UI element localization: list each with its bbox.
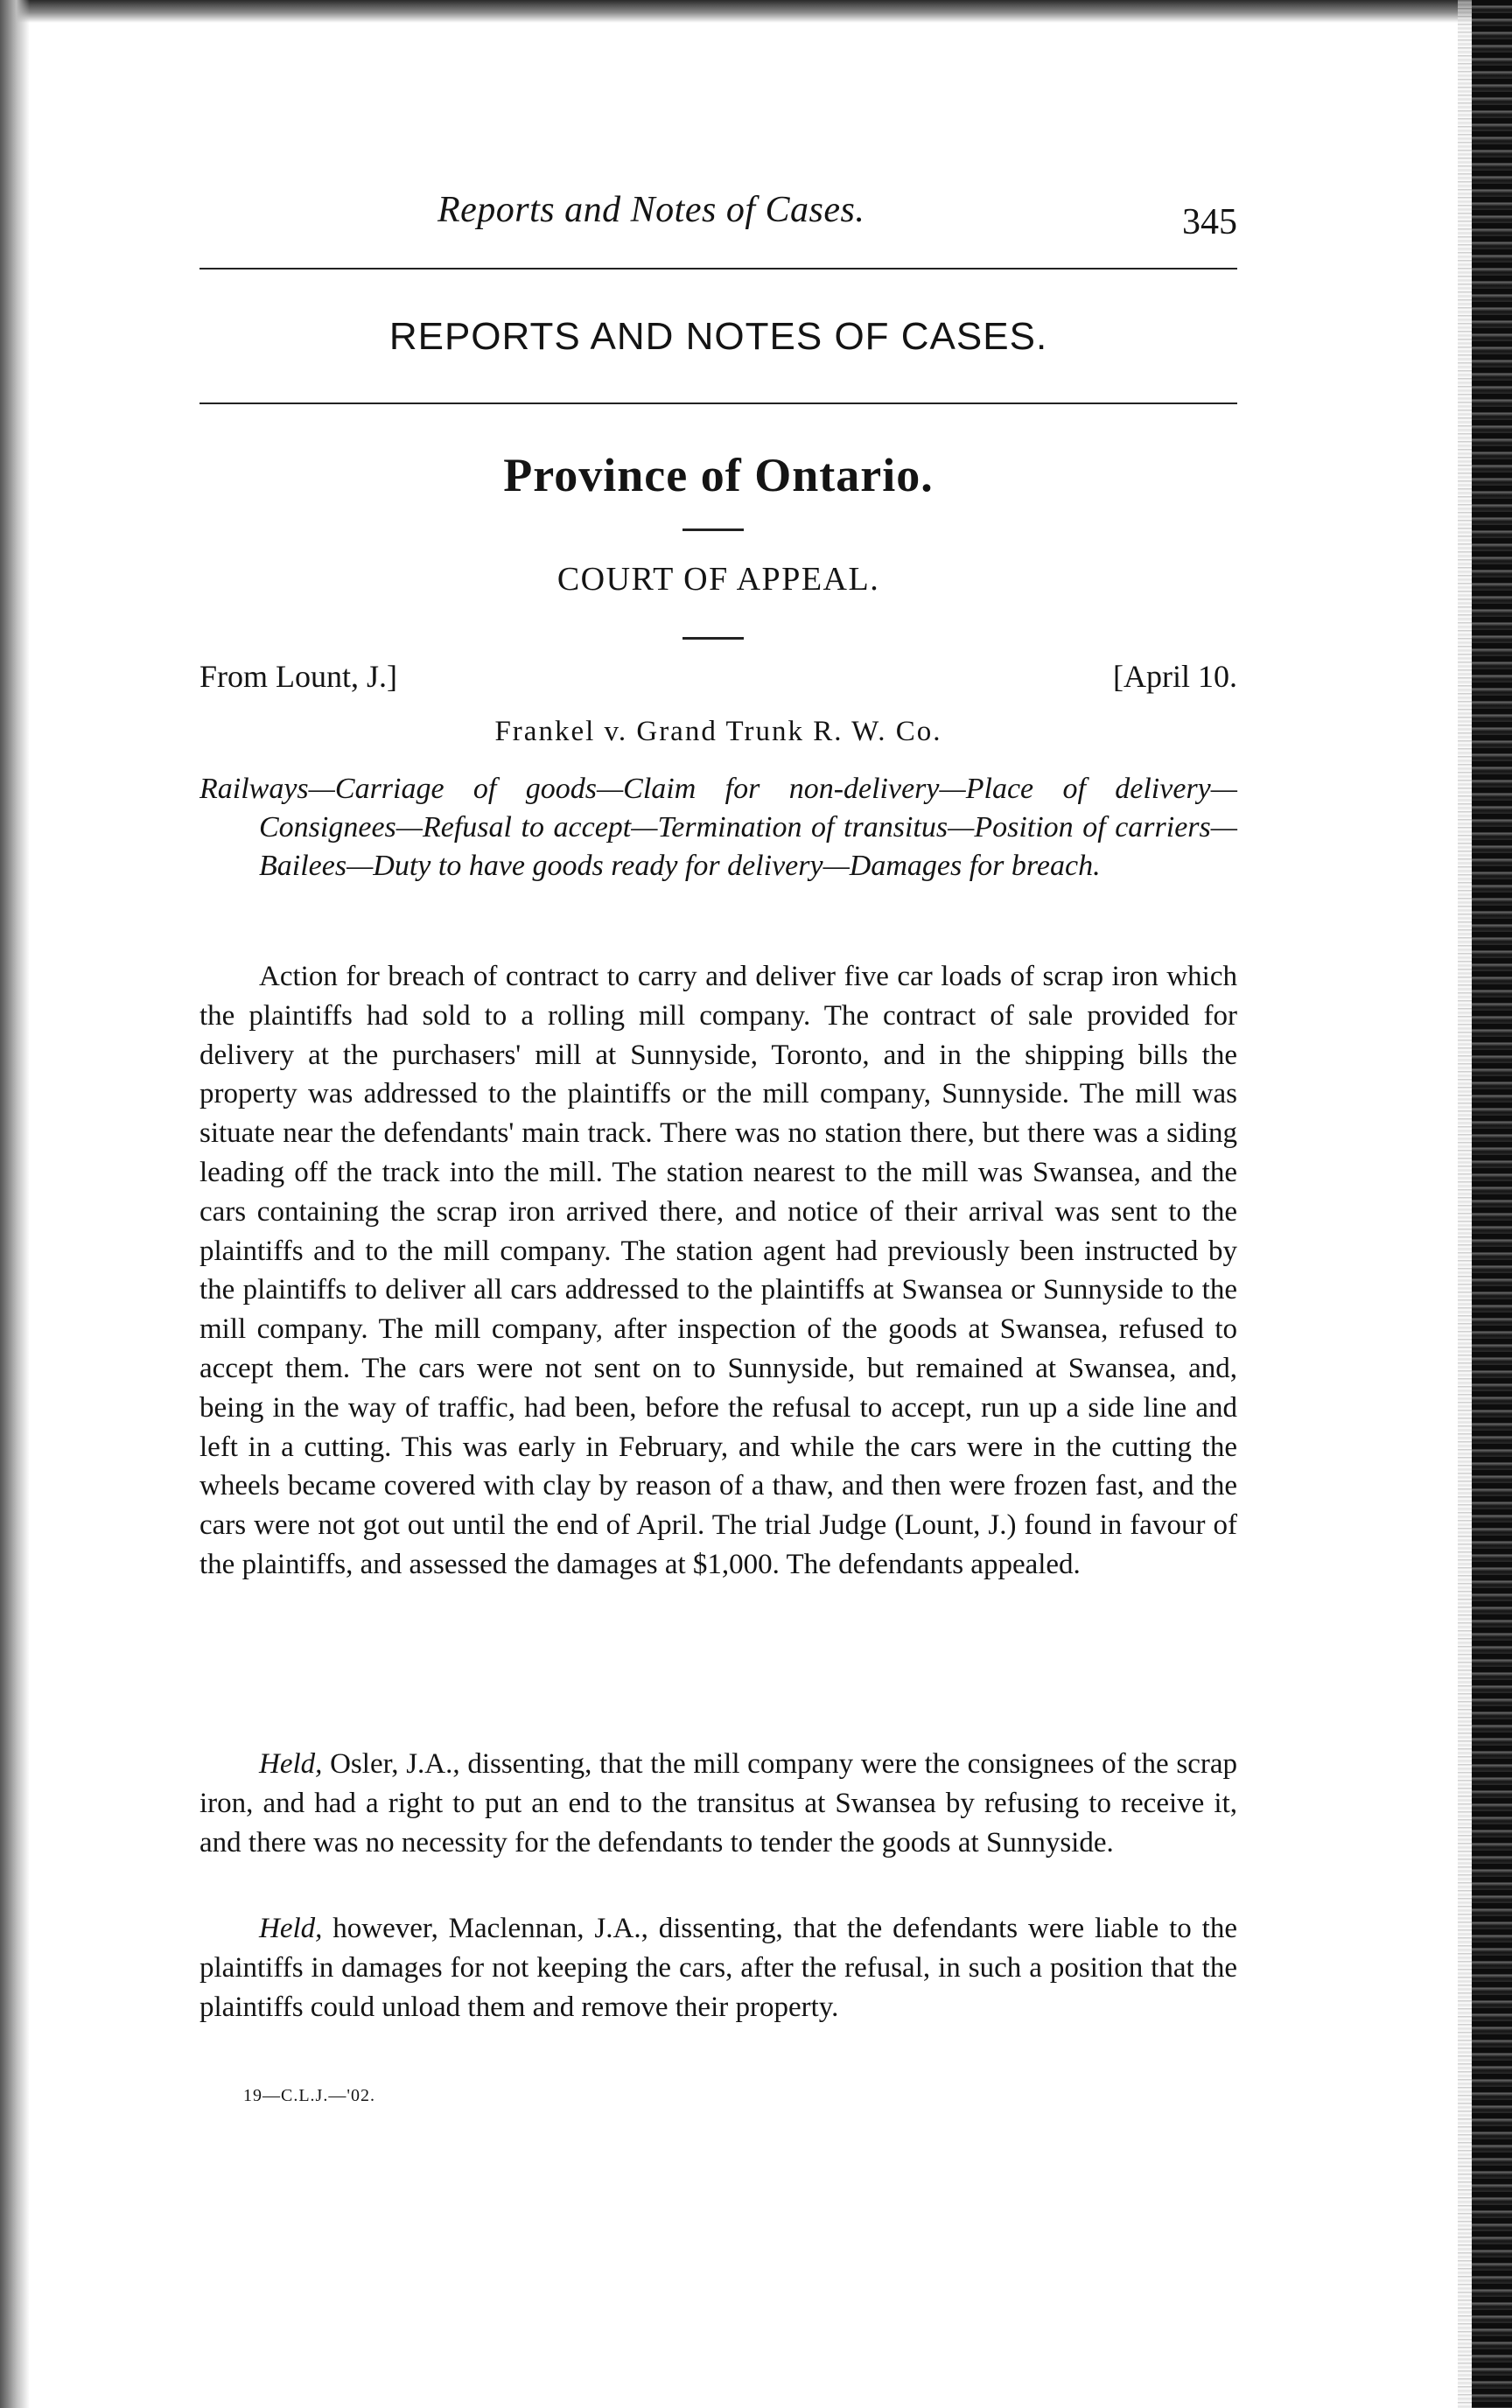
held-text-2: however, Maclennan, J.A., dissenting, that the defendants were liable to the plaintiffs in damages for not keeping the cars, after the refusal, in such a position that the plaintiffs could unload them and remove their property. bbox=[200, 1913, 1237, 2023]
held-label-2: Held, bbox=[259, 1913, 323, 1944]
headnote-first-line: Railways—Carriage of goods—Claim for non-delivery—Place of delivery— bbox=[200, 773, 1237, 805]
short-divider-2 bbox=[682, 637, 744, 640]
running-title: Reports and Notes of Cases. bbox=[438, 190, 865, 230]
page-number: 345 bbox=[1182, 202, 1237, 242]
headnote bbox=[200, 770, 1237, 886]
appeal-from: From Lount, J.] bbox=[200, 659, 398, 694]
scan-right-edge-fringe bbox=[1458, 0, 1472, 2408]
signature-mark: 19—C.L.J.—'02. bbox=[243, 2086, 375, 2105]
header-rule bbox=[200, 268, 1237, 270]
section-title: REPORTS AND NOTES OF CASES. bbox=[388, 315, 1048, 358]
scan-right-edge bbox=[1472, 0, 1512, 2408]
held-text-1: Osler, J.A., dissenting, that the mill company were the consignees of the scrap iron, and had a right to put an end to the transitus at Swansea by refusing to receive it, and there was no necessity for the defendants to tender the goods at Sunnyside. bbox=[200, 1748, 1237, 1858]
body-paragraph-held-2 bbox=[200, 1909, 1237, 2026]
headnote-continuation: Consignees—Refusal to accept—Termination of transitus—Position of carriers—Bailees—Duty to have goods ready for delivery—Damages for breach. bbox=[259, 811, 1237, 882]
held-label-1: Held, bbox=[259, 1748, 323, 1780]
court-heading: COURT OF APPEAL. bbox=[556, 561, 880, 598]
case-name: Frankel v. Grand Trunk R. W. Co. bbox=[494, 716, 942, 747]
decision-date: [April 10. bbox=[1113, 659, 1237, 694]
province-heading: Province of Ontario. bbox=[503, 449, 934, 501]
section-rule bbox=[200, 402, 1237, 404]
short-divider-1 bbox=[682, 528, 744, 531]
body-paragraph-held-1 bbox=[200, 1745, 1237, 1862]
body-paragraph-facts: Action for breach of contract to carry and deliver five car loads of scrap iron which the plaintiffs had sold to a rolling mill company. The contract of sale provided for delivery at the purchasers' mill at Sunnyside, Toronto, and in the shipping bills the property was addressed to the plaintiffs or the mill company, Sunnyside. The mill was situate near the defendants' main track. There was no station there, but there was a siding leading off the track into the mill. The station nearest to the mill was Swansea, and the cars containing the scrap iron arrived there, and notice of their arrival was sent to the plaintiffs and to the mill company. The station agent had previously been instructed by the plaintiffs to deliver all cars addressed to the plaintiffs at Swansea or Sunnyside to the mill company. The mill company, after inspection of the goods at Swansea, refused to accept them. The cars were not sent on to Sunnyside, but remained at Swansea, and, being in the way of traffic, had been, before the refusal to accept, run up a side line and left in a cutting. This was early in February, and while the cars were in the cutting the wheels became covered with clay by reason of a thaw, and then were frozen fast, and the cars were not got out until the end of April. The trial Judge (Lount, J.) found in favour of the plaintiffs, and assessed the damages at $1,000. The defendants appealed. bbox=[200, 961, 1237, 1580]
scan-left-edge bbox=[0, 0, 30, 2408]
running-head bbox=[200, 189, 1237, 242]
scan-top-edge bbox=[0, 0, 1512, 23]
